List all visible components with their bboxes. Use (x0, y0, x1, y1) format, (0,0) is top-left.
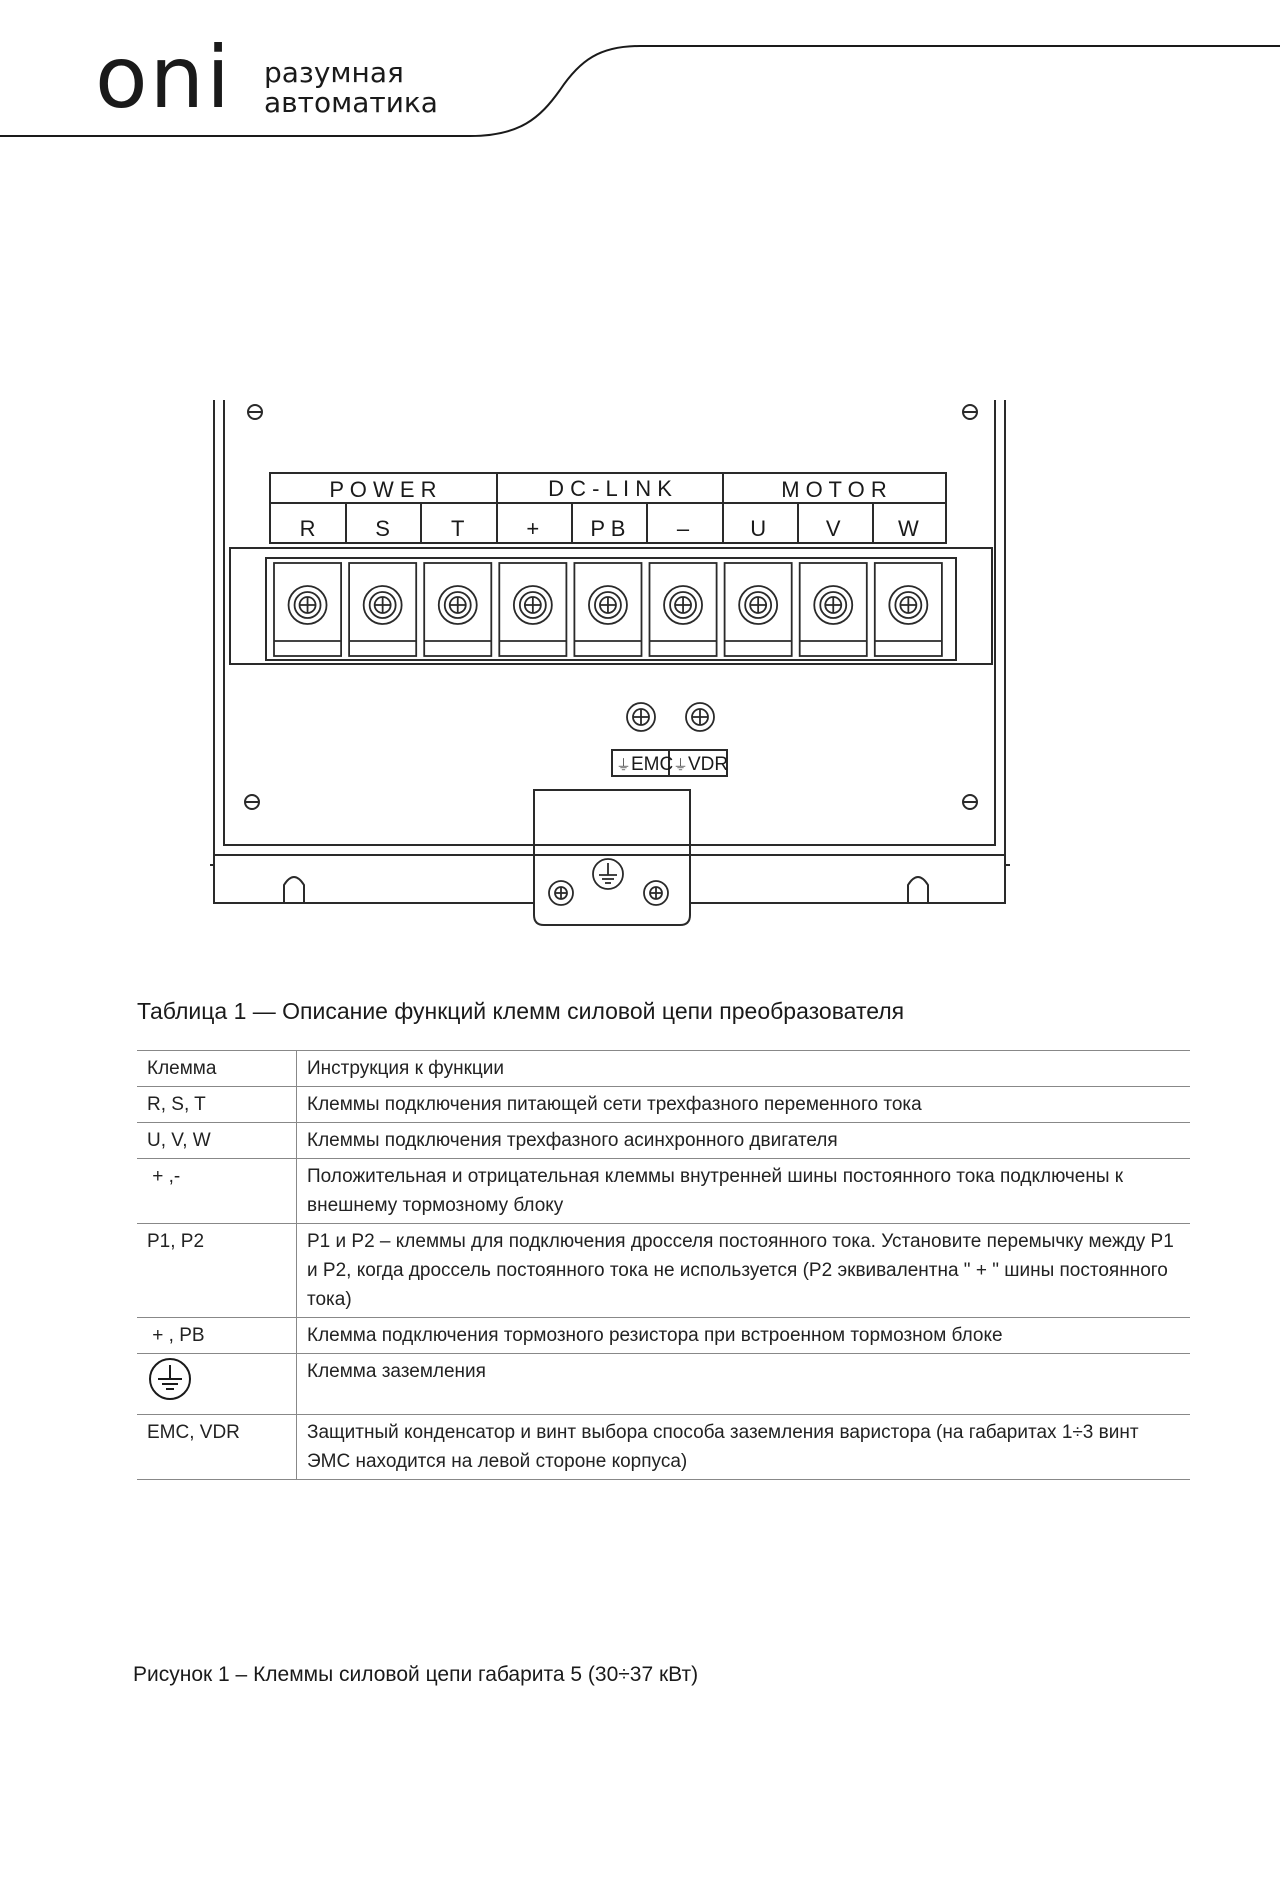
terminal-cell: P1, P2 (137, 1224, 297, 1318)
terminal-screw (424, 563, 491, 656)
brand-logo: oni (95, 28, 233, 128)
table-row (137, 1318, 1190, 1354)
header-description: Инструкция к функции (297, 1051, 1191, 1087)
table-row (137, 1415, 1190, 1480)
terminal-label: R (299, 516, 316, 541)
terminal-cell: + ,- (137, 1159, 297, 1224)
group-label-dc-link: D C - L I N K (548, 476, 672, 501)
terminal-screw (499, 563, 566, 656)
table-row (137, 1123, 1190, 1159)
terminal-description-table (137, 1050, 1190, 1480)
page-header (0, 0, 1280, 140)
table-header-row (137, 1051, 1190, 1087)
terminal-label: + (526, 516, 540, 541)
terminal-screw (349, 563, 416, 656)
group-label-motor: M O T O R (781, 477, 887, 502)
table-caption: Таблица 1 — Описание функций клемм силовой цепи преобразователя (137, 998, 905, 1024)
group-label-power: P O W E R (329, 477, 437, 502)
terminal-label: – (676, 516, 690, 541)
terminal-cell: R, S, T (137, 1087, 297, 1123)
figure-caption: Рисунок 1 – Клеммы силовой цепи габарита 5 (30÷37 кВт) (133, 1663, 699, 1686)
terminal-label: V (825, 516, 841, 541)
ground-symbol-icon: ⏚ (616, 757, 632, 774)
terminal-screw (574, 563, 641, 656)
description-cell: P1 и P2 – клеммы для подключения дросселя постоянного тока. Установите перемычку между P1 и P2, когда дроссель постоянного тока не используется (P2 эквивалентна " + " шины постоянного тока) (297, 1224, 1191, 1318)
table-row (137, 1224, 1190, 1318)
description-cell: Клемма подключения тормозного резистора при встроенном тормозном блоке (297, 1318, 1191, 1354)
table-row (137, 1087, 1190, 1123)
terminal-label: T (451, 516, 465, 541)
terminal-label: U (750, 516, 767, 541)
description-cell: Клемма заземления (297, 1354, 1191, 1415)
terminal-cell (137, 1354, 297, 1415)
terminal-screw (875, 563, 942, 656)
terminal-label: W (897, 516, 919, 541)
vdr-label: VDR (688, 754, 729, 775)
emc-label: EMC (631, 754, 674, 775)
brand-tagline (264, 58, 438, 118)
terminal-label: P B (590, 516, 626, 541)
table-row (137, 1354, 1190, 1415)
terminal-screw (274, 563, 341, 656)
terminal-cell: EMC, VDR (137, 1415, 297, 1480)
description-cell: Положительная и отрицательная клеммы внутренней шины постоянного тока подключены к внешнему тормозному блоку (297, 1159, 1191, 1224)
description-cell: Защитный конденсатор и винт выбора способа заземления варистора (на габаритах 1÷3 винт ЭМС находится на левой стороне корпуса) (297, 1415, 1191, 1480)
terminal-label: S (375, 516, 390, 541)
table-row (137, 1159, 1190, 1224)
header-terminal: Клемма (137, 1051, 297, 1087)
description-cell: Клеммы подключения питающей сети трехфазного переменного тока (297, 1087, 1191, 1123)
terminal-screw (650, 563, 717, 656)
ground-icon (147, 1357, 193, 1401)
ground-symbol-icon: ⏚ (673, 757, 689, 774)
terminal-block-figure (200, 395, 1020, 935)
description-cell: Клеммы подключения трехфазного асинхронного двигателя (297, 1123, 1191, 1159)
terminal-cell: + , PB (137, 1318, 297, 1354)
tagline-line-1: разумная (264, 56, 404, 89)
terminal-screw (725, 563, 792, 656)
terminal-screw (800, 563, 867, 656)
tagline-line-2: автоматика (264, 86, 438, 119)
terminal-cell: U, V, W (137, 1123, 297, 1159)
